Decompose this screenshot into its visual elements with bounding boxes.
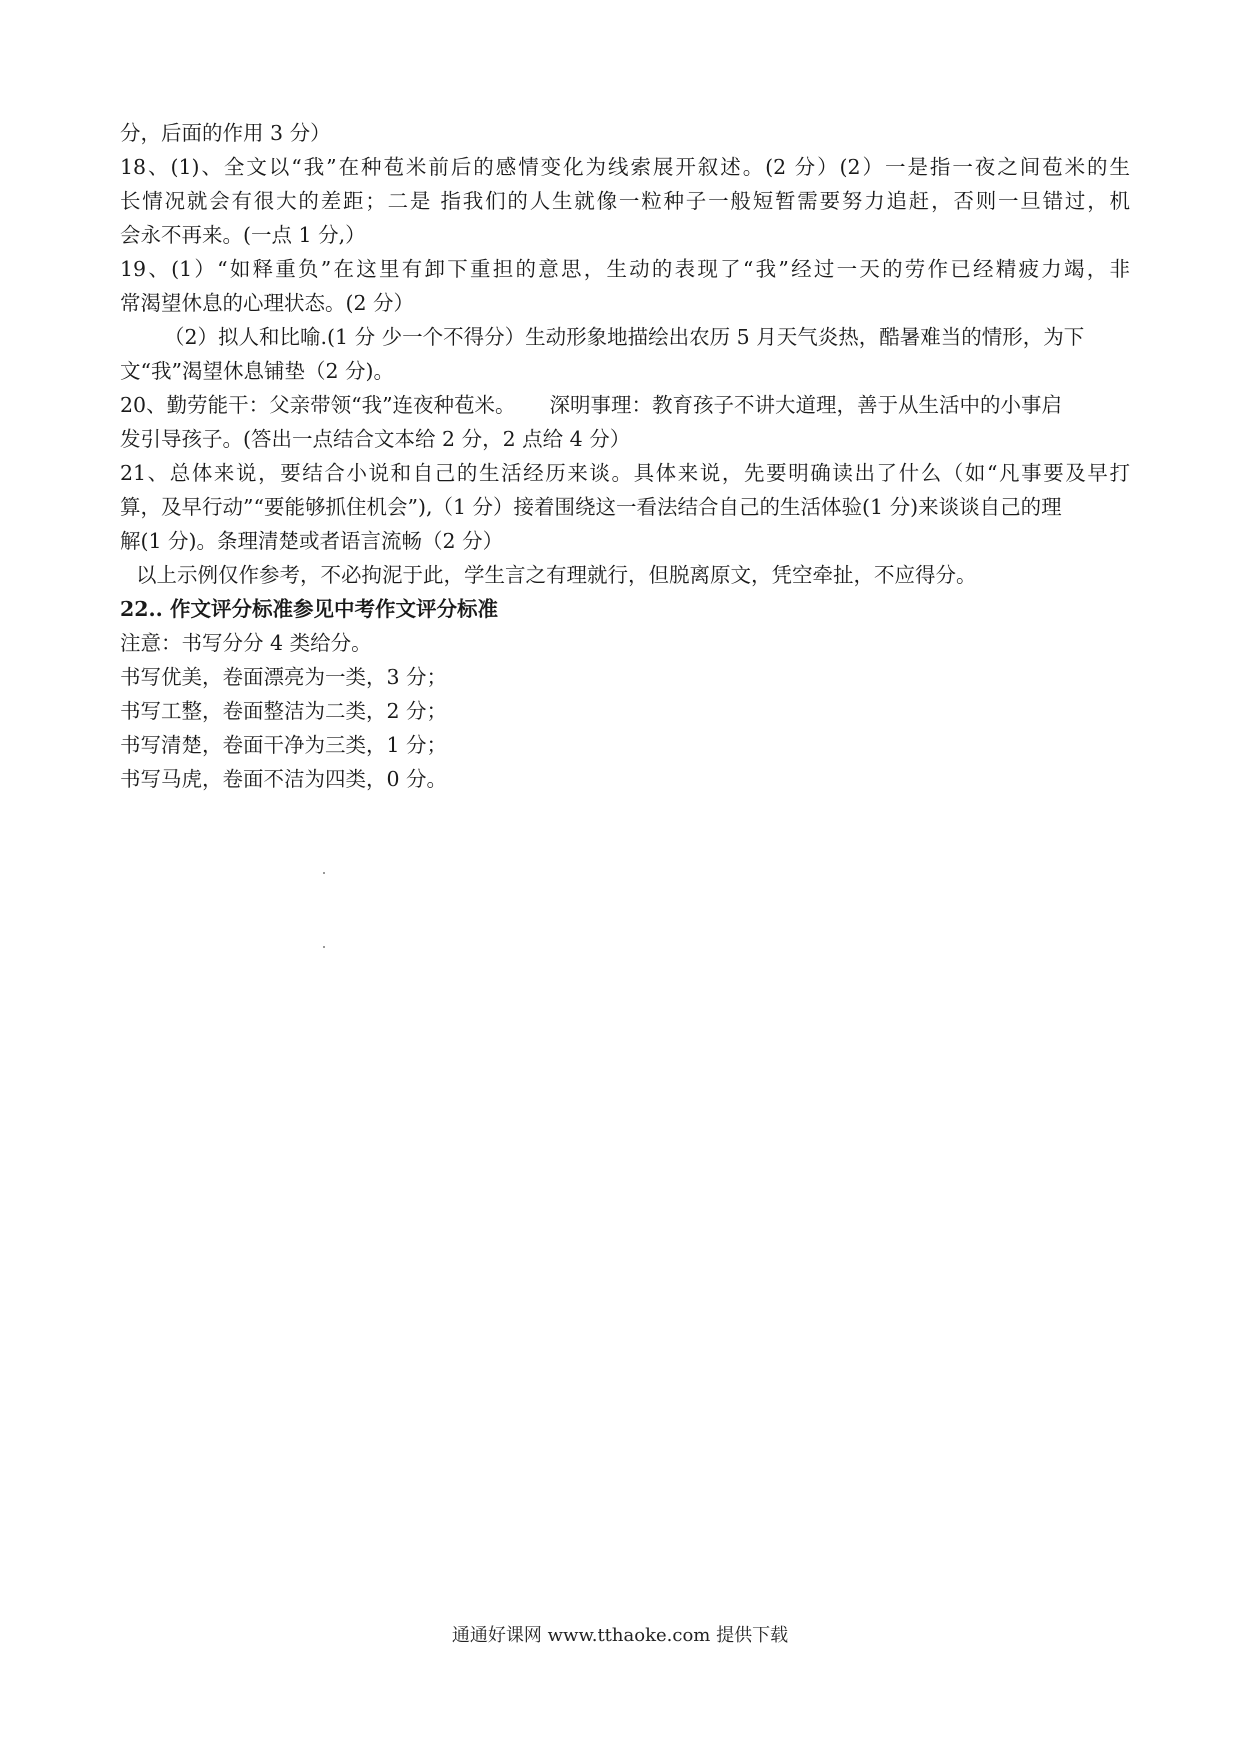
answer-key-text [120, 116, 1130, 796]
handwriting-class-1: 书写优美，卷面漂亮为一类，3 分； [120, 665, 448, 689]
answer-18-line-1: 18、(1)、全文以“我”在种苞米前后的感情变化为线索展开叙述。(2 分）(2）一是指一夜之间苞米的生 [120, 155, 1130, 179]
answer-19-line-3: （2）拟人和比喻.(1 分 少一个不得分）生动形象地描绘出农历 5 月天气炎热，酷暑难当的情形，为下 [164, 325, 1085, 349]
answer-20-line-2: 发引导孩子。(答出一点结合文本给 2 分，2 点给 4 分） [120, 427, 631, 451]
scan-speck [323, 872, 325, 874]
handwriting-class-3: 书写清楚，卷面干净为三类，1 分； [120, 733, 448, 757]
note-line: 以上示例仅作参考，不必拘泥于此，学生言之有理就行，但脱离原文，凭空牵扯，不应得分。 [136, 563, 977, 587]
answer-19-line-4: 文“我”渴望休息铺垫（2 分)。 [120, 359, 395, 383]
answer-21-line-1: 21、总体来说，要结合小说和自己的生活经历来谈。具体来说，先要明确读出了什么（如“凡事要及早打 [120, 461, 1130, 485]
scan-speck [323, 946, 325, 948]
answer-18-line-3: 会永不再来。(一点 1 分,） [120, 223, 366, 247]
text-line-1: 分，后面的作用 3 分） [120, 121, 331, 145]
handwriting-class-4: 书写马虎，卷面不洁为四类，0 分。 [120, 767, 448, 791]
handwriting-note: 注意：书写分分 4 类给分。 [120, 631, 372, 655]
page-footer: 通通好课网 www.tthaoke.com 提供下载 [451, 1625, 789, 1646]
answer-20-part-2: 深明事理：教育孩子不讲大道理，善于从生活中的小事启 [549, 393, 1063, 417]
answer-21-line-2: 算，及早行动”“要能够抓住机会”),（1 分）接着围绕这一看法结合自己的生活体验(1 分)来谈谈自己的理 [120, 495, 1062, 519]
answer-21-line-3: 解(1 分)。条理清楚或者语言流畅（2 分） [120, 529, 504, 553]
answer-18-line-2: 长情况就会有很大的差距；二是 指我们的人生就像一粒种子一般短暂需要努力追赶，否则一旦错过，机 [120, 189, 1130, 213]
answer-20-line-1 [120, 388, 1130, 422]
answer-20-part-1: 20、勤劳能干：父亲带领“我”连夜种苞米。 [120, 393, 516, 417]
answer-19-line-2: 常渴望休息的心理状态。(2 分） [120, 291, 415, 315]
handwriting-class-2: 书写工整，卷面整洁为二类，2 分； [120, 699, 448, 723]
answer-22-heading: 22.. 作文评分标准参见中考作文评分标准 [120, 597, 498, 621]
answer-19-line-1: 19、(1）“如释重负”在这里有卸下重担的意思，生动的表现了“我”经过一天的劳作已经精疲力竭，非 [120, 257, 1130, 281]
